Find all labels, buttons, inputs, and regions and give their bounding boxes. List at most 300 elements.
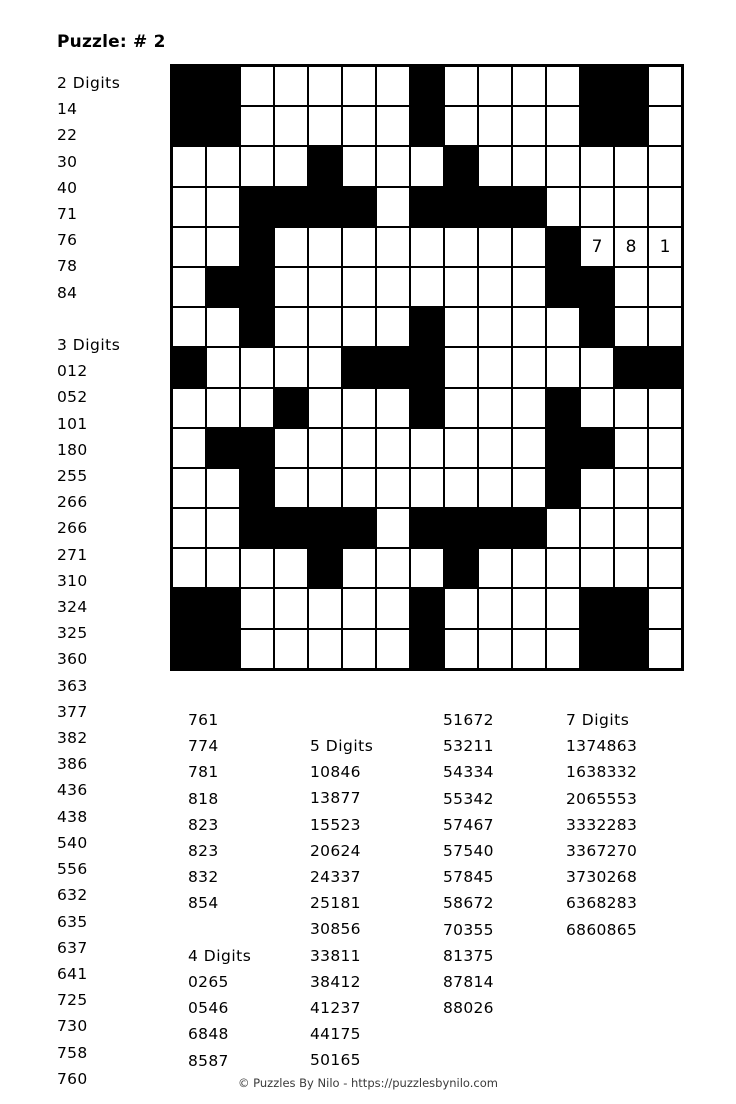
grid-cell[interactable] bbox=[546, 187, 580, 227]
grid-cell[interactable] bbox=[240, 347, 274, 387]
grid-cell[interactable] bbox=[580, 508, 614, 548]
grid-cell-block bbox=[580, 307, 614, 347]
grid-cell-block bbox=[172, 629, 206, 669]
grid-cell[interactable] bbox=[512, 347, 546, 387]
grid-cell[interactable] bbox=[410, 468, 444, 508]
word-list-item: 87814 bbox=[443, 973, 494, 992]
grid-cell-block bbox=[580, 66, 614, 106]
word-list-item: 57467 bbox=[443, 815, 494, 834]
grid-cell[interactable] bbox=[546, 508, 580, 548]
page-title: Puzzle: # 2 bbox=[57, 32, 166, 52]
word-list-item: 3332283 bbox=[566, 815, 638, 834]
grid-cell[interactable] bbox=[240, 388, 274, 428]
grid-cell[interactable] bbox=[410, 548, 444, 588]
grid-cell[interactable] bbox=[342, 66, 376, 106]
grid-cell[interactable] bbox=[614, 187, 648, 227]
grid-cell[interactable] bbox=[512, 428, 546, 468]
grid-cell[interactable] bbox=[172, 146, 206, 186]
word-list-item: 25181 bbox=[310, 894, 361, 913]
grid-cell[interactable] bbox=[376, 428, 410, 468]
grid-cell[interactable] bbox=[478, 588, 512, 628]
word-list-item: 823 bbox=[188, 842, 219, 861]
grid-cell[interactable] bbox=[206, 347, 240, 387]
word-list-item: 22 bbox=[57, 126, 78, 145]
grid-cell[interactable] bbox=[614, 267, 648, 307]
grid-cell-block bbox=[206, 588, 240, 628]
grid-cell[interactable] bbox=[648, 146, 682, 186]
grid-cell[interactable] bbox=[444, 588, 478, 628]
grid-cell-block bbox=[478, 187, 512, 227]
grid-cell[interactable] bbox=[614, 468, 648, 508]
grid-cell[interactable] bbox=[444, 106, 478, 146]
word-list-column-4 bbox=[443, 707, 494, 1021]
grid-cell[interactable] bbox=[580, 388, 614, 428]
grid-cell[interactable] bbox=[240, 66, 274, 106]
grid-cell[interactable] bbox=[342, 388, 376, 428]
grid-cell-block bbox=[240, 508, 274, 548]
grid-cell-block bbox=[580, 267, 614, 307]
word-list-column-5 bbox=[566, 707, 637, 943]
grid-cell[interactable] bbox=[410, 428, 444, 468]
word-list-item: 310 bbox=[57, 571, 88, 590]
word-list-item: 3367270 bbox=[566, 842, 638, 861]
word-list-column-1 bbox=[57, 70, 120, 1092]
word-list-item: 57845 bbox=[443, 868, 494, 887]
grid-cell-block bbox=[240, 468, 274, 508]
grid-cell[interactable] bbox=[376, 388, 410, 428]
grid-cell[interactable] bbox=[512, 307, 546, 347]
grid-cell[interactable]: 7 bbox=[580, 227, 614, 267]
grid-cell-block bbox=[614, 66, 648, 106]
word-list-item: 30 bbox=[57, 152, 78, 171]
word-list-heading: 4 Digits bbox=[188, 946, 252, 965]
grid-cell[interactable] bbox=[512, 388, 546, 428]
word-list-item: 781 bbox=[188, 763, 219, 782]
grid-cell-block bbox=[410, 187, 444, 227]
word-list-item: 58672 bbox=[443, 894, 494, 913]
grid-cell-block bbox=[444, 508, 478, 548]
grid-cell[interactable] bbox=[274, 548, 308, 588]
word-list-item: 360 bbox=[57, 650, 88, 669]
grid-cell[interactable]: 1 bbox=[648, 227, 682, 267]
grid-cell-block bbox=[580, 428, 614, 468]
grid-cell[interactable] bbox=[444, 428, 478, 468]
word-list-item: 55342 bbox=[443, 789, 494, 808]
grid-cell-block bbox=[342, 347, 376, 387]
grid-cell[interactable] bbox=[648, 588, 682, 628]
grid-cell[interactable] bbox=[274, 428, 308, 468]
grid-cell[interactable] bbox=[546, 629, 580, 669]
grid-cell-block bbox=[410, 388, 444, 428]
grid-cell[interactable] bbox=[308, 629, 342, 669]
word-list-item: 377 bbox=[57, 702, 88, 721]
grid-cell[interactable] bbox=[478, 146, 512, 186]
grid-cell[interactable] bbox=[342, 146, 376, 186]
word-list-item: 386 bbox=[57, 755, 88, 774]
word-list-item: 10846 bbox=[310, 763, 361, 782]
word-list-item: 635 bbox=[57, 912, 88, 931]
grid-cell[interactable] bbox=[614, 548, 648, 588]
grid-cell-block bbox=[614, 347, 648, 387]
grid-cell[interactable] bbox=[512, 468, 546, 508]
grid-cell[interactable] bbox=[172, 388, 206, 428]
grid-cell[interactable] bbox=[546, 588, 580, 628]
crossword-grid bbox=[170, 64, 684, 671]
grid-cell[interactable] bbox=[308, 468, 342, 508]
word-list-item: 88026 bbox=[443, 999, 494, 1018]
grid-cell[interactable] bbox=[206, 227, 240, 267]
grid-cell[interactable] bbox=[206, 388, 240, 428]
grid-cell[interactable] bbox=[376, 629, 410, 669]
grid-cell-block bbox=[614, 106, 648, 146]
word-list-item: 641 bbox=[57, 964, 88, 983]
grid-cell[interactable] bbox=[648, 428, 682, 468]
word-list-item: 41237 bbox=[310, 999, 361, 1018]
grid-cell[interactable] bbox=[648, 267, 682, 307]
grid-cell-block bbox=[172, 588, 206, 628]
grid-cell[interactable] bbox=[342, 428, 376, 468]
grid-cell[interactable] bbox=[172, 468, 206, 508]
grid-cell-block bbox=[206, 428, 240, 468]
word-list-item: 632 bbox=[57, 886, 88, 905]
grid-cell-block bbox=[410, 508, 444, 548]
word-list-item: 84 bbox=[57, 283, 78, 302]
word-list-item: 1374863 bbox=[566, 737, 638, 756]
word-list-heading: 3 Digits bbox=[57, 336, 121, 355]
grid-cell[interactable] bbox=[376, 267, 410, 307]
grid-cell[interactable] bbox=[308, 307, 342, 347]
grid-cell[interactable] bbox=[206, 468, 240, 508]
word-list-item: 3730268 bbox=[566, 868, 638, 887]
word-list-item: 823 bbox=[188, 815, 219, 834]
grid-cell-block bbox=[206, 267, 240, 307]
grid-cell[interactable] bbox=[648, 508, 682, 548]
grid-cell[interactable] bbox=[240, 629, 274, 669]
word-list-item: 71 bbox=[57, 205, 78, 224]
grid-cell-block bbox=[172, 66, 206, 106]
footer-credit: © Puzzles By Nilo - https://puzzlesbynilo.com bbox=[238, 1076, 498, 1090]
grid-cell[interactable] bbox=[444, 388, 478, 428]
word-list-item: 51672 bbox=[443, 711, 494, 729]
grid-cell[interactable] bbox=[376, 588, 410, 628]
word-list-item: 725 bbox=[57, 991, 88, 1010]
word-list-item: 438 bbox=[57, 807, 88, 826]
grid-cell[interactable] bbox=[172, 267, 206, 307]
grid-cell[interactable] bbox=[478, 307, 512, 347]
grid-cell[interactable] bbox=[342, 468, 376, 508]
grid-cell-block bbox=[308, 187, 342, 227]
word-list-item: 2065553 bbox=[566, 789, 638, 808]
grid-cell[interactable] bbox=[512, 588, 546, 628]
word-list-item: 556 bbox=[57, 860, 88, 879]
grid-cell[interactable] bbox=[274, 106, 308, 146]
grid-cell-block bbox=[648, 347, 682, 387]
grid-cell[interactable] bbox=[478, 267, 512, 307]
grid-cell[interactable] bbox=[172, 187, 206, 227]
grid-cell-block bbox=[614, 588, 648, 628]
grid-cell[interactable] bbox=[274, 227, 308, 267]
grid-cell[interactable] bbox=[512, 227, 546, 267]
grid-cell[interactable] bbox=[376, 106, 410, 146]
grid-cell[interactable] bbox=[342, 548, 376, 588]
word-list-item: 57540 bbox=[443, 842, 494, 861]
grid-cell[interactable] bbox=[206, 187, 240, 227]
word-list-item: 44175 bbox=[310, 1025, 361, 1044]
grid-cell[interactable] bbox=[478, 468, 512, 508]
word-list-heading: 7 Digits bbox=[566, 711, 630, 729]
grid-cell-block bbox=[308, 548, 342, 588]
grid-cell[interactable] bbox=[376, 66, 410, 106]
grid-cell[interactable] bbox=[614, 428, 648, 468]
grid-cell[interactable] bbox=[478, 66, 512, 106]
grid-cell[interactable] bbox=[308, 267, 342, 307]
grid-cell[interactable] bbox=[240, 106, 274, 146]
word-list-heading: 2 Digits bbox=[57, 74, 121, 92]
grid-cell[interactable] bbox=[444, 468, 478, 508]
grid-cell-block bbox=[308, 146, 342, 186]
grid-cell[interactable] bbox=[274, 468, 308, 508]
grid-cell[interactable] bbox=[308, 388, 342, 428]
grid-cell-block bbox=[274, 187, 308, 227]
grid-cell[interactable] bbox=[580, 146, 614, 186]
grid-cell[interactable] bbox=[614, 508, 648, 548]
grid-cell[interactable] bbox=[580, 468, 614, 508]
grid-cell[interactable] bbox=[172, 428, 206, 468]
grid-cell[interactable] bbox=[580, 548, 614, 588]
word-list-item: 54334 bbox=[443, 763, 494, 782]
grid-cell[interactable] bbox=[580, 347, 614, 387]
grid-cell[interactable] bbox=[614, 146, 648, 186]
grid-cell-block bbox=[580, 588, 614, 628]
word-list-item: 052 bbox=[57, 388, 88, 407]
grid-cell-block bbox=[240, 227, 274, 267]
word-list-item: 78 bbox=[57, 257, 78, 276]
word-list-item: 180 bbox=[57, 440, 88, 459]
grid-cell[interactable] bbox=[546, 307, 580, 347]
grid-cell[interactable] bbox=[410, 267, 444, 307]
grid-cell[interactable] bbox=[478, 106, 512, 146]
grid-cell[interactable] bbox=[206, 307, 240, 347]
grid-cell-block bbox=[376, 347, 410, 387]
grid-cell[interactable] bbox=[240, 588, 274, 628]
grid-cell[interactable] bbox=[274, 66, 308, 106]
grid-cell[interactable] bbox=[648, 187, 682, 227]
grid-cell[interactable] bbox=[478, 548, 512, 588]
grid-cell[interactable] bbox=[648, 307, 682, 347]
grid-cell[interactable] bbox=[614, 388, 648, 428]
word-list-item: 0265 bbox=[188, 973, 229, 992]
word-list-item: 760 bbox=[57, 1069, 88, 1088]
grid-cell[interactable] bbox=[512, 629, 546, 669]
word-list-item: 271 bbox=[57, 545, 88, 564]
word-list-item: 15523 bbox=[310, 815, 361, 834]
grid-cell[interactable] bbox=[410, 146, 444, 186]
grid-cell[interactable] bbox=[648, 468, 682, 508]
grid-cell[interactable] bbox=[308, 227, 342, 267]
grid-cell-block bbox=[580, 106, 614, 146]
grid-cell[interactable] bbox=[240, 548, 274, 588]
word-list-item: 637 bbox=[57, 938, 88, 957]
grid-cell-block bbox=[546, 428, 580, 468]
grid-cell-block bbox=[206, 66, 240, 106]
word-list-item: 758 bbox=[57, 1043, 88, 1062]
grid-cell-block bbox=[172, 106, 206, 146]
grid-cell[interactable] bbox=[478, 347, 512, 387]
grid-cell[interactable] bbox=[376, 468, 410, 508]
grid-cell[interactable] bbox=[478, 428, 512, 468]
word-list-item: 324 bbox=[57, 598, 88, 617]
grid-cell[interactable] bbox=[648, 388, 682, 428]
grid-cell[interactable] bbox=[342, 227, 376, 267]
grid-cell[interactable] bbox=[376, 508, 410, 548]
word-list-item: 774 bbox=[188, 737, 219, 756]
grid-cell-block bbox=[478, 508, 512, 548]
grid-cell[interactable] bbox=[206, 146, 240, 186]
grid-cell-block bbox=[342, 187, 376, 227]
grid-cell[interactable] bbox=[376, 227, 410, 267]
grid-cell[interactable] bbox=[546, 548, 580, 588]
word-list-item: 101 bbox=[57, 414, 88, 433]
grid-cell[interactable] bbox=[648, 106, 682, 146]
grid-cell[interactable] bbox=[274, 588, 308, 628]
grid-cell[interactable] bbox=[444, 227, 478, 267]
word-list-item: 8587 bbox=[188, 1051, 229, 1070]
grid-cell[interactable] bbox=[512, 548, 546, 588]
grid-cell[interactable] bbox=[274, 629, 308, 669]
word-list-item: 540 bbox=[57, 833, 88, 852]
word-list-item: 81375 bbox=[443, 946, 494, 965]
grid-cell[interactable] bbox=[274, 307, 308, 347]
word-list-column-3 bbox=[310, 733, 373, 1074]
word-list-item: 38412 bbox=[310, 972, 361, 991]
grid-cell-block bbox=[240, 307, 274, 347]
grid-cell-block bbox=[342, 508, 376, 548]
grid-cell-block bbox=[410, 629, 444, 669]
grid-cell-block bbox=[444, 187, 478, 227]
word-list-item: 382 bbox=[57, 729, 88, 748]
grid-cell[interactable] bbox=[308, 588, 342, 628]
grid-cell[interactable] bbox=[444, 307, 478, 347]
word-list-item: 50165 bbox=[310, 1051, 361, 1070]
grid-cell[interactable] bbox=[444, 267, 478, 307]
grid-cell[interactable] bbox=[342, 588, 376, 628]
grid-cell[interactable]: 8 bbox=[614, 227, 648, 267]
grid-cell[interactable] bbox=[580, 187, 614, 227]
grid-cell[interactable] bbox=[546, 347, 580, 387]
grid-cell[interactable] bbox=[512, 106, 546, 146]
word-list-item: 33811 bbox=[310, 946, 361, 965]
word-list-item: 0546 bbox=[188, 999, 229, 1018]
grid-cell[interactable] bbox=[648, 629, 682, 669]
grid-cell[interactable] bbox=[308, 428, 342, 468]
grid-cell[interactable] bbox=[342, 629, 376, 669]
grid-cell[interactable] bbox=[274, 146, 308, 186]
grid-cell[interactable] bbox=[308, 106, 342, 146]
grid-cell-block bbox=[274, 388, 308, 428]
grid-cell-block bbox=[274, 508, 308, 548]
grid-cell-block bbox=[444, 548, 478, 588]
grid-cell-block bbox=[206, 629, 240, 669]
grid-cell[interactable] bbox=[512, 66, 546, 106]
grid-cell[interactable] bbox=[478, 227, 512, 267]
word-list-item: 70355 bbox=[443, 920, 494, 939]
grid-cell[interactable] bbox=[172, 307, 206, 347]
word-list-item: 266 bbox=[57, 519, 88, 538]
grid-cell[interactable] bbox=[172, 227, 206, 267]
grid-cell[interactable] bbox=[376, 187, 410, 227]
word-list-item: 6860865 bbox=[566, 920, 638, 939]
grid-cell[interactable] bbox=[546, 146, 580, 186]
grid-cell[interactable] bbox=[512, 146, 546, 186]
grid-cell[interactable] bbox=[342, 267, 376, 307]
grid-cell[interactable] bbox=[308, 66, 342, 106]
grid-cell[interactable] bbox=[444, 347, 478, 387]
grid-cell-block bbox=[410, 106, 444, 146]
grid-cell[interactable] bbox=[546, 66, 580, 106]
word-list-item: 40 bbox=[57, 178, 78, 197]
word-list-item: 266 bbox=[57, 493, 88, 512]
word-list-item: 255 bbox=[57, 467, 88, 486]
grid-cell-block bbox=[512, 508, 546, 548]
grid-cell[interactable] bbox=[240, 146, 274, 186]
grid-cell[interactable] bbox=[172, 548, 206, 588]
word-list-item: 363 bbox=[57, 676, 88, 695]
grid-cell-block bbox=[410, 347, 444, 387]
grid-cell-block bbox=[546, 468, 580, 508]
grid-cell-block bbox=[240, 267, 274, 307]
grid-cell[interactable] bbox=[172, 508, 206, 548]
word-list-item: 854 bbox=[188, 894, 219, 913]
grid-cell[interactable] bbox=[614, 307, 648, 347]
grid-cell[interactable] bbox=[410, 227, 444, 267]
word-list-item: 436 bbox=[57, 781, 88, 800]
grid-cell[interactable] bbox=[274, 347, 308, 387]
grid-cell[interactable] bbox=[342, 307, 376, 347]
word-list-item: 761 bbox=[188, 711, 219, 729]
word-list-item: 6368283 bbox=[566, 894, 638, 913]
grid-cell[interactable] bbox=[206, 508, 240, 548]
grid-cell[interactable] bbox=[376, 307, 410, 347]
word-list-item: 818 bbox=[188, 789, 219, 808]
grid-cell[interactable] bbox=[308, 347, 342, 387]
word-list-item: 730 bbox=[57, 1017, 88, 1036]
grid-cell[interactable] bbox=[648, 548, 682, 588]
grid-cell[interactable] bbox=[512, 267, 546, 307]
grid-cell[interactable] bbox=[376, 146, 410, 186]
grid-cell[interactable] bbox=[648, 66, 682, 106]
grid-cell-block bbox=[546, 267, 580, 307]
grid-cell[interactable] bbox=[206, 548, 240, 588]
grid-cell-block bbox=[546, 388, 580, 428]
word-list-item: 325 bbox=[57, 624, 88, 643]
grid-cell[interactable] bbox=[342, 106, 376, 146]
grid-cell[interactable] bbox=[478, 388, 512, 428]
grid-cell[interactable] bbox=[376, 548, 410, 588]
word-list-item: 1638332 bbox=[566, 763, 638, 782]
grid-cell[interactable] bbox=[274, 267, 308, 307]
word-list-item: 832 bbox=[188, 868, 219, 887]
grid-cell-block bbox=[580, 629, 614, 669]
grid-cell-block bbox=[206, 106, 240, 146]
grid-cell[interactable] bbox=[546, 106, 580, 146]
grid-cell[interactable] bbox=[478, 629, 512, 669]
grid-cell[interactable] bbox=[444, 66, 478, 106]
grid-cell[interactable] bbox=[444, 629, 478, 669]
grid-cell-block bbox=[410, 307, 444, 347]
grid-cell-block bbox=[546, 227, 580, 267]
grid-cell-block bbox=[240, 428, 274, 468]
grid-cell-block bbox=[308, 508, 342, 548]
